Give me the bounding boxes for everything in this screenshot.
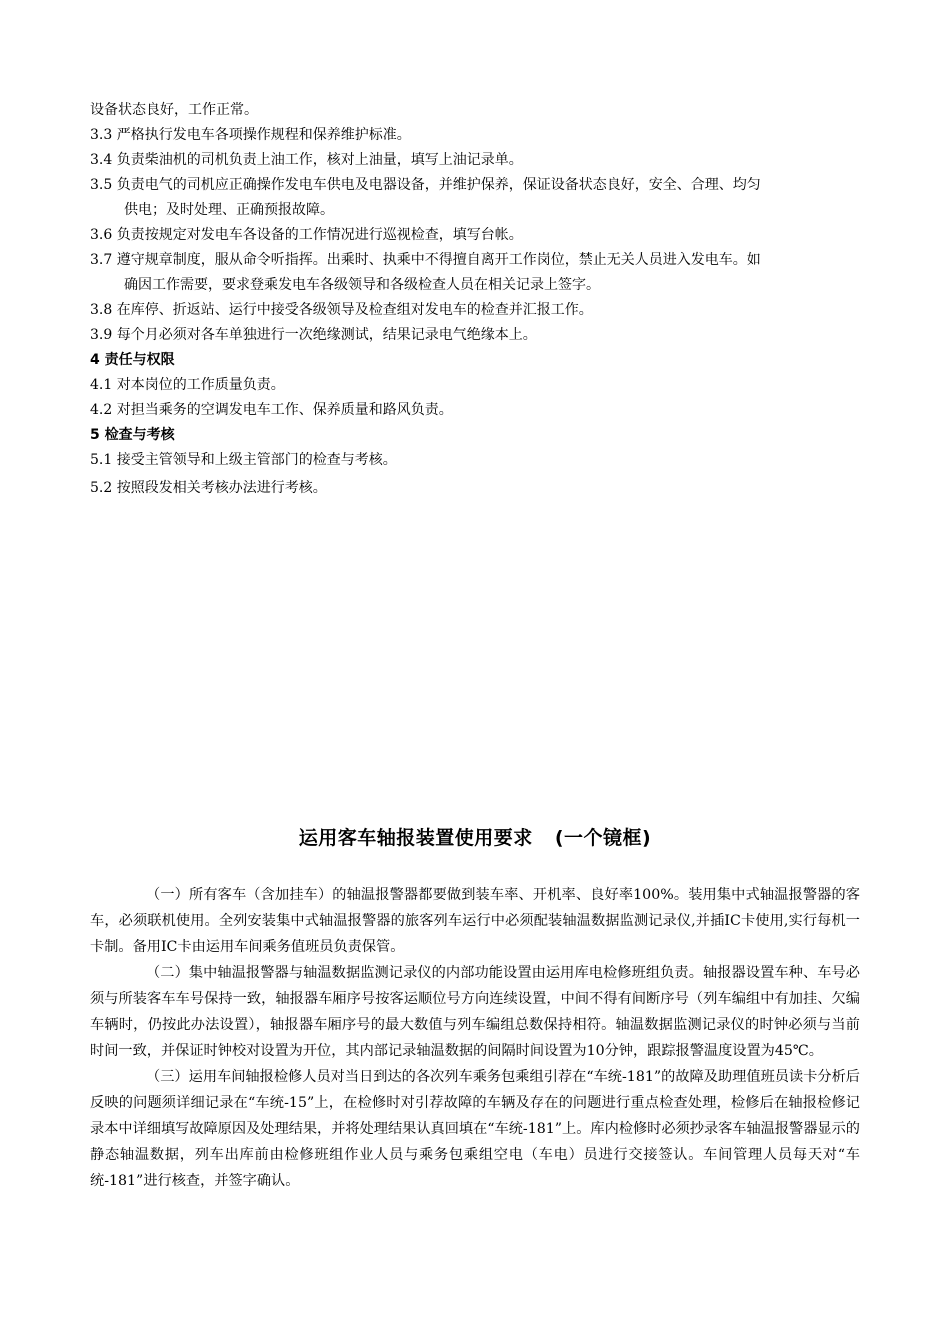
job-duties-section xyxy=(90,98,860,501)
section-5-heading: 5 检查与考核 xyxy=(90,427,175,443)
item-3-5-line-1: 3.5 负责电气的司机应正确操作发电车供电及电器设备，并维护保养，保证设备状态良好，安全、合理、均匀 xyxy=(90,177,761,193)
item-3-4: 3.4 负责柴油机的司机负责上油工作，核对上油量，填写上油记录单。 xyxy=(90,152,523,168)
item-3-7 xyxy=(90,248,860,298)
paragraph-2: （二）集中轴温报警器与轴温数据监测记录仪的内部功能设置由运用库电检修班组负责。轴报器设置车种、车号必须与所装客车车号保持一致，轴报器车厢序号按客运顺位号方向连续设置，中间不得有间断序号（列车编组中有加挂、欠编车辆时，仍按此办法设置），轴报器车厢序号的最大数值与列车编组总数保持相符。轴温数据监测记录仪的时钟必须与当前时间一致，并保证时钟校对设置为开位，其内部记录轴温数据的间隔时间设置为10分钟，跟踪报警温度设置为45℃。 xyxy=(90,965,860,1059)
item-3-5 xyxy=(90,173,860,223)
item-3-3: 3.3 严格执行发电车各项操作规程和保养维护标准。 xyxy=(90,127,411,143)
item-3-5-line-2: 供电；及时处理、正确预报故障。 xyxy=(124,202,334,218)
title-main: 运用客车轴报装置使用要求 xyxy=(298,827,533,849)
item-4-2: 4.2 对担当乘务的空调发电车工作、保养质量和路风负责。 xyxy=(90,402,453,418)
paragraph-3: （三）运用车间轴报检修人员对当日到达的各次列车乘务包乘组引荐在“车统-181”的故障及助理值班员读卡分析后反映的问题须详细记录在“车统-15”上，在检修时对引荐故障的车辆及存在的问题进行重点检查处理，检修后在轴报检修记录本中详细填写故障原因及处理结果，并将处理结果认真回填在“车统-181”上。库内检修时必须抄录客车轴温报警器显示的静态轴温数据，列车出库前由检修班组作业人员与乘务包乘组空电（车电）员进行交接签认。车间管理人员每天对“车统-181”进行核查，并签字确认。 xyxy=(90,1069,860,1189)
requirements-body xyxy=(90,882,860,1194)
section-4-heading: 4 责任与权限 xyxy=(90,352,175,368)
item-4-1: 4.1 对本岗位的工作质量负责。 xyxy=(90,377,285,393)
intro-line: 设备状态良好，工作正常。 xyxy=(90,102,258,118)
item-3-7-line-1: 3.7 遵守规章制度，服从命令听指挥。出乘时、执乘中不得擅自离开工作岗位，禁止无关人员进入发电车。如 xyxy=(90,252,761,268)
paragraph-1: （一）所有客车（含加挂车）的轴温报警器都要做到装车率、开机率、良好率100%。装用集中式轴温报警器的客车，必须联机使用。全列安装集中式轴温报警器的旅客列车运行中必须配装轴温数据监测记录仪,并插IC卡使用,实行每机一卡制。备用IC卡由运用车间乘务值班员负责保管。 xyxy=(90,887,860,955)
document-title xyxy=(0,823,950,850)
item-3-9: 3.9 每个月必须对各车单独进行一次绝缘测试，结果记录电气绝缘本上。 xyxy=(90,327,537,343)
item-3-6: 3.6 负责按规定对发电车各设备的工作情况进行巡视检查，填写台帐。 xyxy=(90,227,523,243)
item-5-1: 5.1 接受主管领导和上级主管部门的检查与考核。 xyxy=(90,452,397,468)
title-note: (一个镜框) xyxy=(554,827,652,849)
item-3-8: 3.8 在库停、折返站、运行中接受各级领导及检查组对发电车的检查并汇报工作。 xyxy=(90,302,593,318)
item-5-2: 5.2 按照段发相关考核办法进行考核。 xyxy=(90,480,327,496)
item-3-7-line-2: 确因工作需要，要求登乘发电车各级领导和各级检查人员在相关记录上签字。 xyxy=(124,277,600,293)
